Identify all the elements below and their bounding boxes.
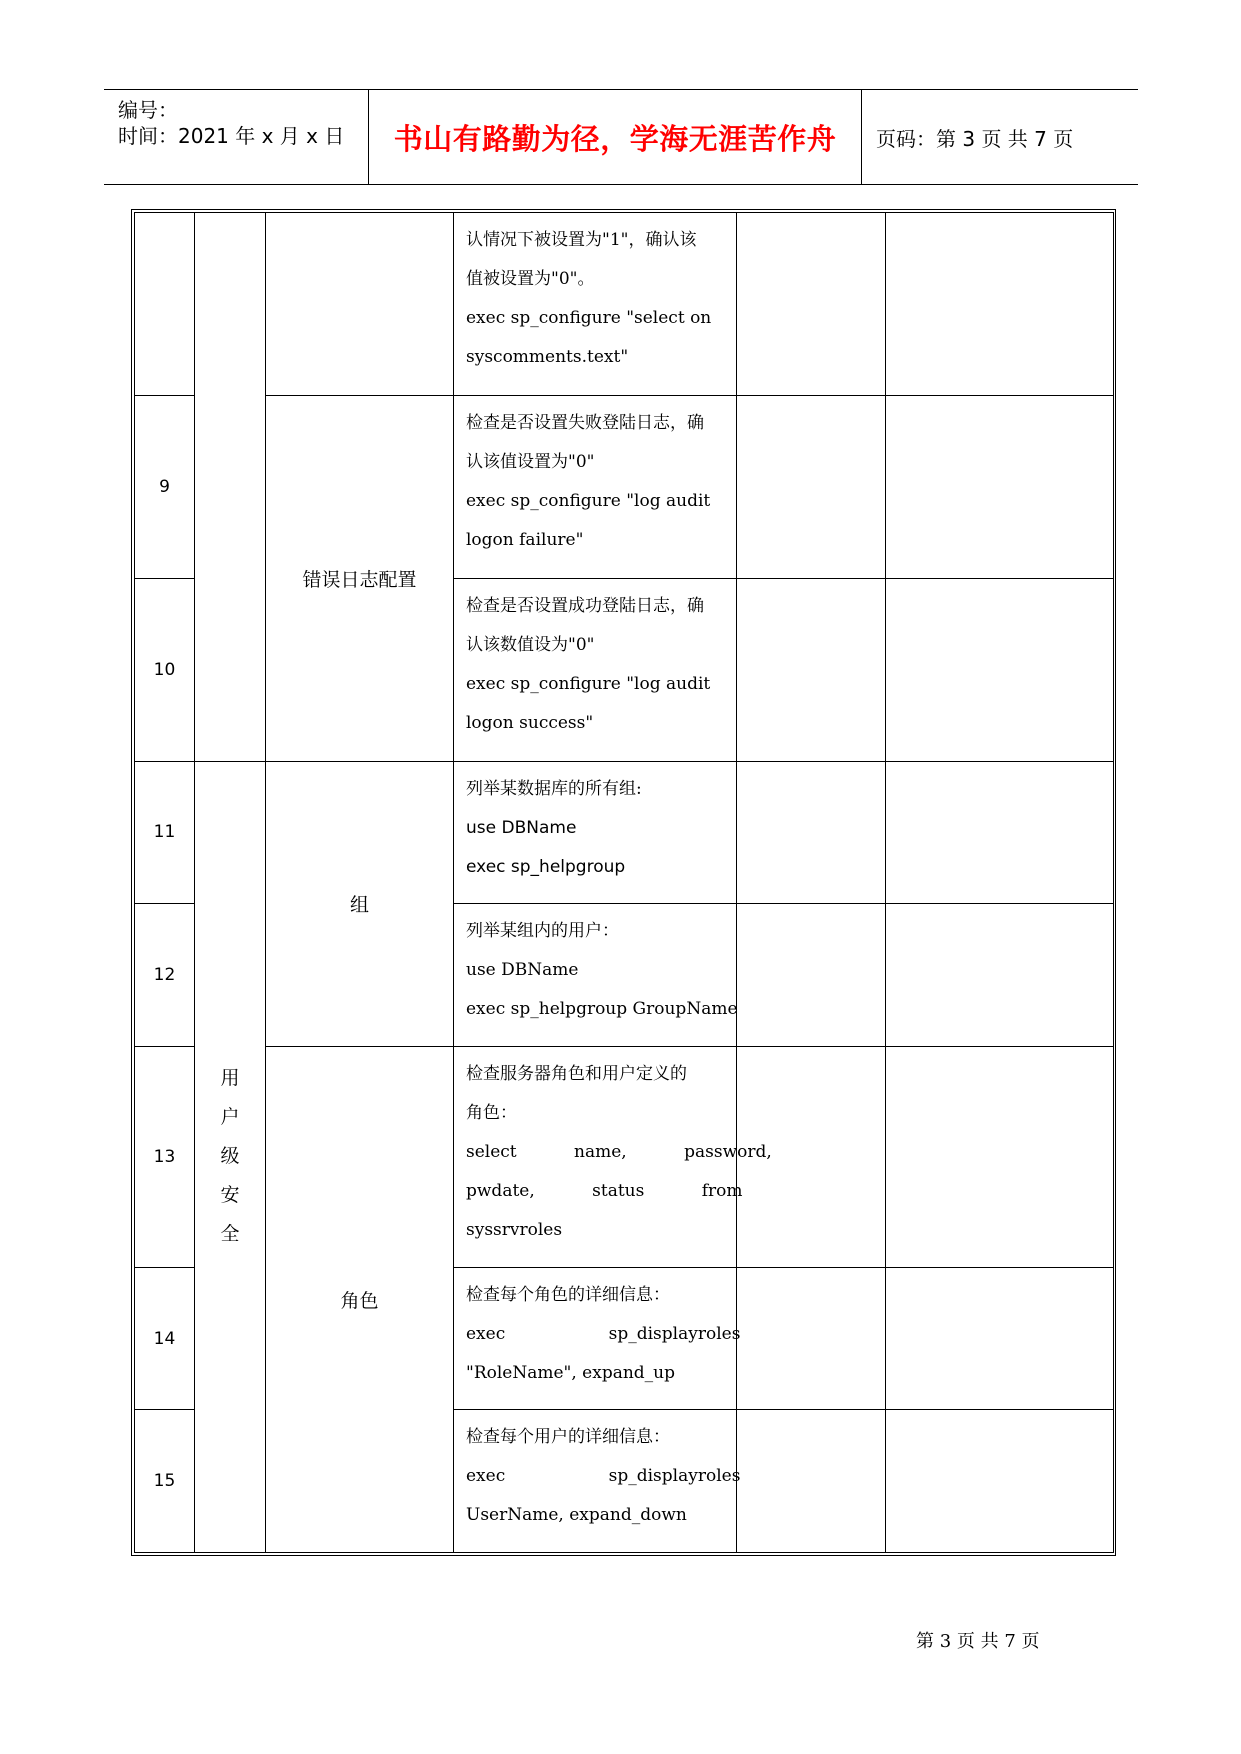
desc-line: 认该数值设为"0"	[466, 634, 595, 655]
result-cell	[737, 1267, 886, 1409]
desc-line: select name, password,	[466, 1141, 772, 1162]
table-row	[135, 395, 1114, 578]
category-char: 全	[220, 1223, 240, 1246]
row-number: 10	[135, 578, 195, 761]
remark-cell	[886, 1410, 1114, 1553]
motto: 书山有路勤为径，学海无涯苦作舟	[369, 90, 862, 184]
description-cell	[454, 904, 737, 1046]
number-label: 编号：	[118, 98, 178, 122]
desc-line: use DBName	[466, 960, 579, 981]
row-number: 9	[135, 395, 195, 578]
remark-cell	[886, 761, 1114, 903]
category-char: 级	[220, 1145, 240, 1168]
desc-line: syssrvroles	[466, 1219, 563, 1240]
desc-line: exec sp_helpgroup GroupName	[466, 999, 738, 1020]
category-char: 安	[220, 1184, 240, 1207]
category-char: 户	[220, 1106, 240, 1129]
result-cell	[737, 761, 886, 903]
result-cell	[737, 578, 886, 761]
description-cell	[454, 578, 737, 761]
subcategory-cell	[266, 213, 454, 396]
desc-line: use DBName	[466, 817, 577, 838]
desc-line: 列举某组内的用户：	[466, 921, 619, 942]
date-text: 时间：2021 年 x 月 x 日	[118, 124, 345, 148]
result-cell	[737, 213, 886, 396]
description-cell	[454, 213, 737, 396]
desc-line: UserName, expand_down	[466, 1505, 687, 1526]
remark-cell	[886, 578, 1114, 761]
row-number: 14	[135, 1267, 195, 1409]
remark-cell	[886, 395, 1114, 578]
result-cell	[737, 904, 886, 1046]
desc-line: exec sp_configure "select on	[466, 308, 712, 328]
description-cell	[454, 395, 737, 578]
desc-line: 角色：	[466, 1102, 517, 1123]
desc-line: pwdate, status from	[466, 1180, 743, 1201]
table-row	[135, 1046, 1114, 1267]
subcategory-group: 组	[266, 761, 454, 1046]
desc-line: exec sp_helpgroup	[466, 856, 626, 877]
page-code: 页码：第 3 页 共 7 页	[876, 126, 1074, 151]
remark-cell	[886, 1267, 1114, 1409]
desc-line: exec sp_displayroles	[466, 1323, 741, 1344]
header-meta	[104, 90, 369, 184]
category-user-security	[195, 761, 266, 1552]
desc-line: exec sp_configure "log audit	[466, 673, 711, 694]
row-number: 12	[135, 904, 195, 1046]
remark-cell	[886, 904, 1114, 1046]
desc-line: logon failure"	[466, 529, 584, 550]
desc-line: 认情况下被设置为"1"，确认该	[466, 230, 697, 250]
description-cell	[454, 761, 737, 903]
desc-line: 检查是否设置失败登陆日志，确	[466, 412, 704, 433]
desc-line: "RoleName", expand_up	[466, 1362, 675, 1383]
result-cell	[737, 395, 886, 578]
row-number	[135, 213, 195, 396]
desc-line: 检查是否设置成功登陆日志，确	[466, 595, 704, 616]
page-header	[104, 89, 1138, 185]
desc-line: 值被设置为"0"。	[466, 269, 595, 289]
checklist-table	[131, 209, 1116, 1556]
desc-line: 检查服务器角色和用户定义的	[466, 1063, 687, 1084]
desc-line: 认该值设置为"0"	[466, 451, 595, 472]
table-row	[135, 761, 1114, 903]
row-number: 13	[135, 1046, 195, 1267]
table-row	[135, 213, 1114, 396]
category-cell	[195, 213, 266, 762]
row-number: 15	[135, 1410, 195, 1553]
desc-line: logon success"	[466, 712, 594, 733]
desc-line: exec sp_displayroles	[466, 1466, 741, 1487]
subcategory-error-log: 错误日志配置	[266, 395, 454, 761]
remark-cell	[886, 213, 1114, 396]
desc-line: exec sp_configure "log audit	[466, 490, 711, 511]
row-number: 11	[135, 761, 195, 903]
description-cell	[454, 1410, 741, 1553]
description-cell	[454, 1046, 772, 1267]
desc-line: syscomments.text"	[466, 347, 629, 367]
subcategory-role: 角色	[266, 1046, 454, 1552]
result-cell	[737, 1410, 886, 1553]
desc-line: 检查每个角色的详细信息：	[466, 1284, 670, 1305]
category-char: 用	[220, 1067, 240, 1090]
desc-line: 列举某数据库的所有组:	[466, 778, 642, 799]
desc-line: 检查每个用户的详细信息：	[466, 1427, 670, 1448]
page-footer: 第 3 页 共 7 页	[916, 1631, 1040, 1652]
description-cell	[454, 1267, 741, 1409]
remark-cell	[886, 1046, 1114, 1267]
